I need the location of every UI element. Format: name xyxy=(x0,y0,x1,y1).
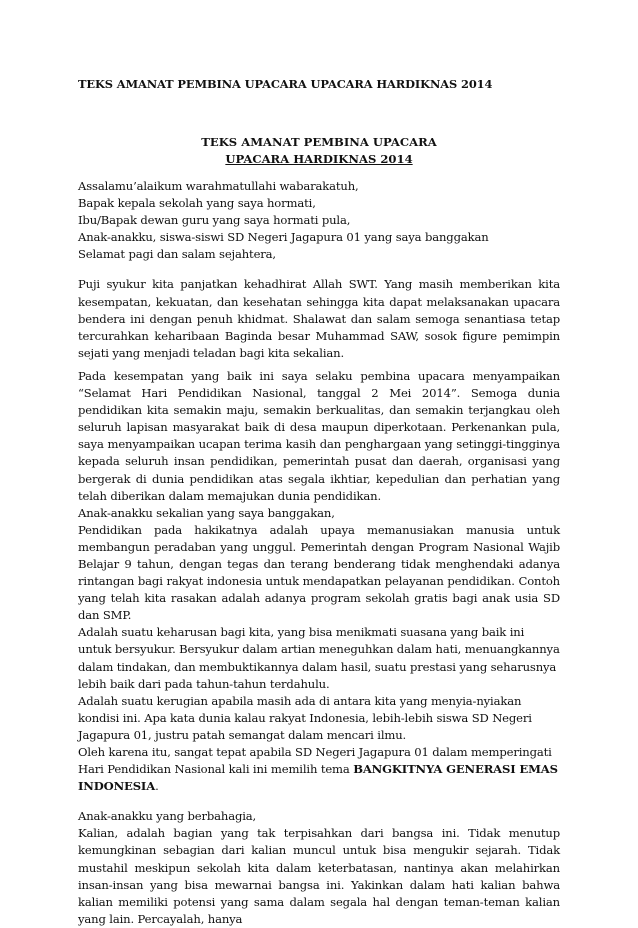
greeting-line: Bapak kepala sekolah yang saya hormati, xyxy=(78,196,316,211)
paragraph-theme-text: Oleh karena itu, sangat tepat apabila SD Negeri Jagapura 01 dalam memperingati Hari Pendidikan Nasional kali ini memilih tema xyxy=(78,745,552,777)
paragraph-hardiknas-greeting: Pada kesempatan yang baik ini saya selaku pembina upacara menyampaikan “Selamat Hari Pendidikan Nasional, tanggal 2 Mei 2014”. Semoga dunia pendidikan kita semakin maju, semakin berkualitas, dan semakin terjangkau oleh seluruh lapisan masyarakat baik di desa maupun diperkotaan. Perkenankan pula, saya menyampaikan ucapan terima kasih dan penghargaan yang setinggi-tingginya kepada seluruh insan pendidikan, pemerintah pusat dan daerah, organisasi yang bergerak di dunia pendidikan atas segala ikhtiar, kepedulian dan perhatian yang telah diberikan dalam memajukan dunia pendidikan. xyxy=(78,368,560,503)
speech-title-line-2: UPACARA HARDIKNAS 2014 xyxy=(225,152,413,166)
theme-title: BANGKITNYA GENERASI EMAS INDONESIA xyxy=(78,762,558,794)
greeting-line: Assalamu’alaikum warahmatullahi wabarakatuh, xyxy=(78,179,359,193)
greeting-line: Ibu/Bapak dewan guru yang saya hormati pula, xyxy=(78,213,351,228)
speech-title xyxy=(78,134,560,168)
speech-body xyxy=(78,178,560,928)
greeting-line: Anak-anakku, siswa-siswi SD Negeri Jagapura 01 yang saya banggakan xyxy=(78,230,489,245)
speech-title-line-1: TEKS AMANAT PEMBINA UPACARA xyxy=(201,135,437,149)
greeting-line: Selamat pagi dan salam sejahtera, xyxy=(78,247,276,262)
document-heading: TEKS AMANAT PEMBINA UPACARA UPACARA HARDIKNAS 2014 xyxy=(78,77,493,91)
paragraph-address-2: Anak-anakku yang berbahagia, xyxy=(78,809,257,824)
paragraph-theme-end: . xyxy=(155,779,159,794)
paragraph-opening: Puji syukur kita panjatkan kehadhirat Allah SWT. Yang masih memberikan kita kesempatan, kekuatan, dan kesehatan sehingga kita dapat melaksanakan upacara bendera ini dengan penuh khidmat. Shalawat dan salam semoga senantiasa tetap tercurahkan keharibaan Baginda besar Muhammad SAW, sosok figure pemimpin sejati yang menjadi teladan bagi kita sekalian. xyxy=(78,277,560,360)
paragraph-gratitude: Adalah suatu keharusan bagi kita, yang bisa menikmati suasana yang baik ini untuk bersyukur. Bersyukur dalam artian meneguhkan dalam hati, menuangkannya dalam tindakan, dan membuktikannya dalam hasil, suatu prestasi yang seharusnya lebih baik dari pada tahun-tahun terdahulu. xyxy=(78,625,560,691)
paragraph-education: Pendidikan pada hakikatnya adalah upaya memanusiakan manusia untuk membangun peradaban yang unggul. Pemerintah dengan Program Nasional Wajib Belajar 9 tahun, dengan tegas dan terang benderang tidak menghendaki adanya rintangan bagi rakyat indonesia untuk mendapatkan pelayanan pendidikan. Contoh yang telah kita rasakan adalah adanya program sekolah gratis bagi anak usia SD dan SMP. xyxy=(78,522,560,623)
paragraph-theme xyxy=(78,744,560,795)
paragraph-students: Kalian, adalah bagian yang tak terpisahkan dari bangsa ini. Tidak menutup kemungkinan sebagian dari kalian muncul untuk bisa mengukir sejarah. Tidak mustahil meskipun sekolah kita dalam keterbatasan, nantinya akan melahirkan insan-insan yang bisa mewarnai bangsa ini. Yakinkan dalam hati kalian bahwa kalian memiliki potensi yang sama dalam segala hal dengan teman-teman kalian yang lain. Percayalah, hanya xyxy=(78,826,560,926)
paragraph-address: Anak-anakku sekalian yang saya banggakan, xyxy=(78,505,335,520)
paragraph-loss: Adalah suatu kerugian apabila masih ada di antara kita yang menyia-nyiakan kondisi ini. Apa kata dunia kalau rakyat Indonesia, lebih-lebih siswa SD Negeri Jagapura 01, justru patah semangat dalam mencari ilmu. xyxy=(78,693,532,742)
